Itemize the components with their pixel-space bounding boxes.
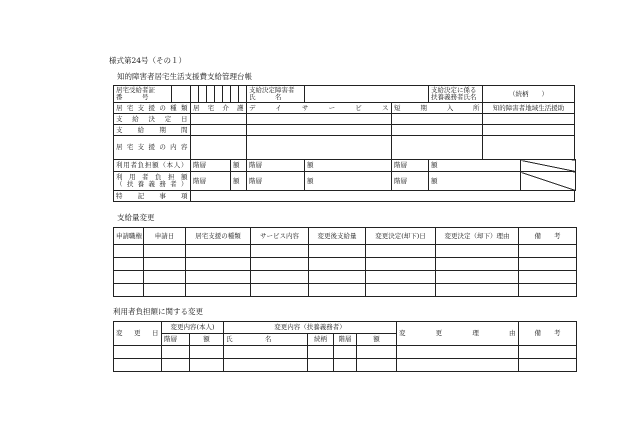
form-title: 知的障害者居宅生活支援費支給管理台帳 (117, 72, 252, 81)
grade-label: 階層 (392, 172, 429, 191)
ledger-table (113, 85, 576, 202)
service-short-stay: 短 期 入 所 (392, 103, 483, 114)
recipient-name-cell[interactable] (305, 86, 429, 103)
period-label: 支給期間 (114, 125, 191, 136)
col-guardian-change: 変更内容（扶養義務者） (224, 322, 397, 334)
amount-label: 額 (231, 160, 247, 172)
grade-label: 階層 (392, 160, 429, 172)
burden-change-heading: 利用者負担額に関する変更 (113, 307, 203, 316)
decision-date-label: 支給決定日 (114, 114, 191, 125)
col-new-amount: 変更後支給量 (309, 228, 366, 245)
recipient-name-label: 支給決定障害者 氏 名 (247, 86, 305, 103)
form-number: 様式第24号（その１） (109, 56, 187, 65)
notes-cell[interactable] (191, 191, 575, 202)
col-decision-date: 変更決定(却下)日 (366, 228, 436, 245)
table-row[interactable] (114, 258, 577, 271)
name-label: 氏 名 (224, 334, 308, 346)
relation-label: 続柄 (308, 334, 334, 346)
col-application-date: 申請日 (144, 228, 186, 245)
supply-change-heading: 支給量変更 (117, 213, 155, 222)
grade-label: 階層 (191, 172, 231, 191)
grade-label: 階層 (247, 172, 305, 191)
amount-label: 額 (357, 334, 397, 346)
col-self-change: 変更内容(本人) (162, 322, 224, 334)
diagonal-cell (521, 172, 576, 191)
user-burden-label: 利用者負担額（本人） (114, 160, 191, 172)
support-type-label: 居宅支援の種類 (114, 103, 191, 114)
col-service-content: サービス内容 (251, 228, 309, 245)
col-application: 申請職権 (114, 228, 144, 245)
grade-label: 階層 (162, 334, 190, 346)
col-change-date: 変更日 (114, 322, 162, 346)
relation-cell[interactable]: （続柄 ） (483, 86, 575, 103)
table-row[interactable] (114, 245, 577, 258)
table-row[interactable] (114, 284, 577, 297)
service-home-care: 居 宅 介 護 (191, 103, 247, 114)
supply-change-table (113, 227, 577, 297)
col-support-type: 居宅支援の種類 (186, 228, 251, 245)
guardian-name-label: 支給決定に係る 扶養義務者氏名 (429, 86, 483, 103)
grade-label: 階層 (247, 160, 305, 172)
service-day-service: デイサービス (247, 103, 392, 114)
table-row[interactable] (114, 359, 577, 372)
burden-change-table (113, 321, 577, 372)
amount-label: 額 (305, 172, 392, 191)
col-decision-reason: 変更決定（却下）理由 (436, 228, 519, 245)
content-label: 居宅支援の内容 (114, 136, 191, 160)
col-remarks: 備 考 (519, 322, 577, 346)
amount-label: 額 (305, 160, 392, 172)
table-row[interactable] (114, 346, 577, 359)
grade-label: 階層 (191, 160, 231, 172)
service-group-home: 知的障害者地域生活援助 (483, 103, 575, 114)
amount-label: 額 (429, 160, 521, 172)
table-row[interactable] (114, 271, 577, 284)
recipient-number-label: 居宅受給者証 番 号 (114, 86, 172, 103)
recipient-number-cell[interactable] (172, 86, 191, 103)
col-change-reason: 変更理由 (397, 322, 519, 346)
notes-label: 特記事項 (114, 191, 191, 202)
amount-label: 額 (429, 172, 521, 191)
amount-label: 額 (190, 334, 224, 346)
col-remarks: 備 考 (519, 228, 577, 245)
guardian-burden-label: 利用者負担額 （扶養義務者） (114, 172, 191, 191)
diagonal-cell (521, 160, 576, 172)
amount-label: 額 (231, 172, 247, 191)
grade-label: 階層 (334, 334, 357, 346)
